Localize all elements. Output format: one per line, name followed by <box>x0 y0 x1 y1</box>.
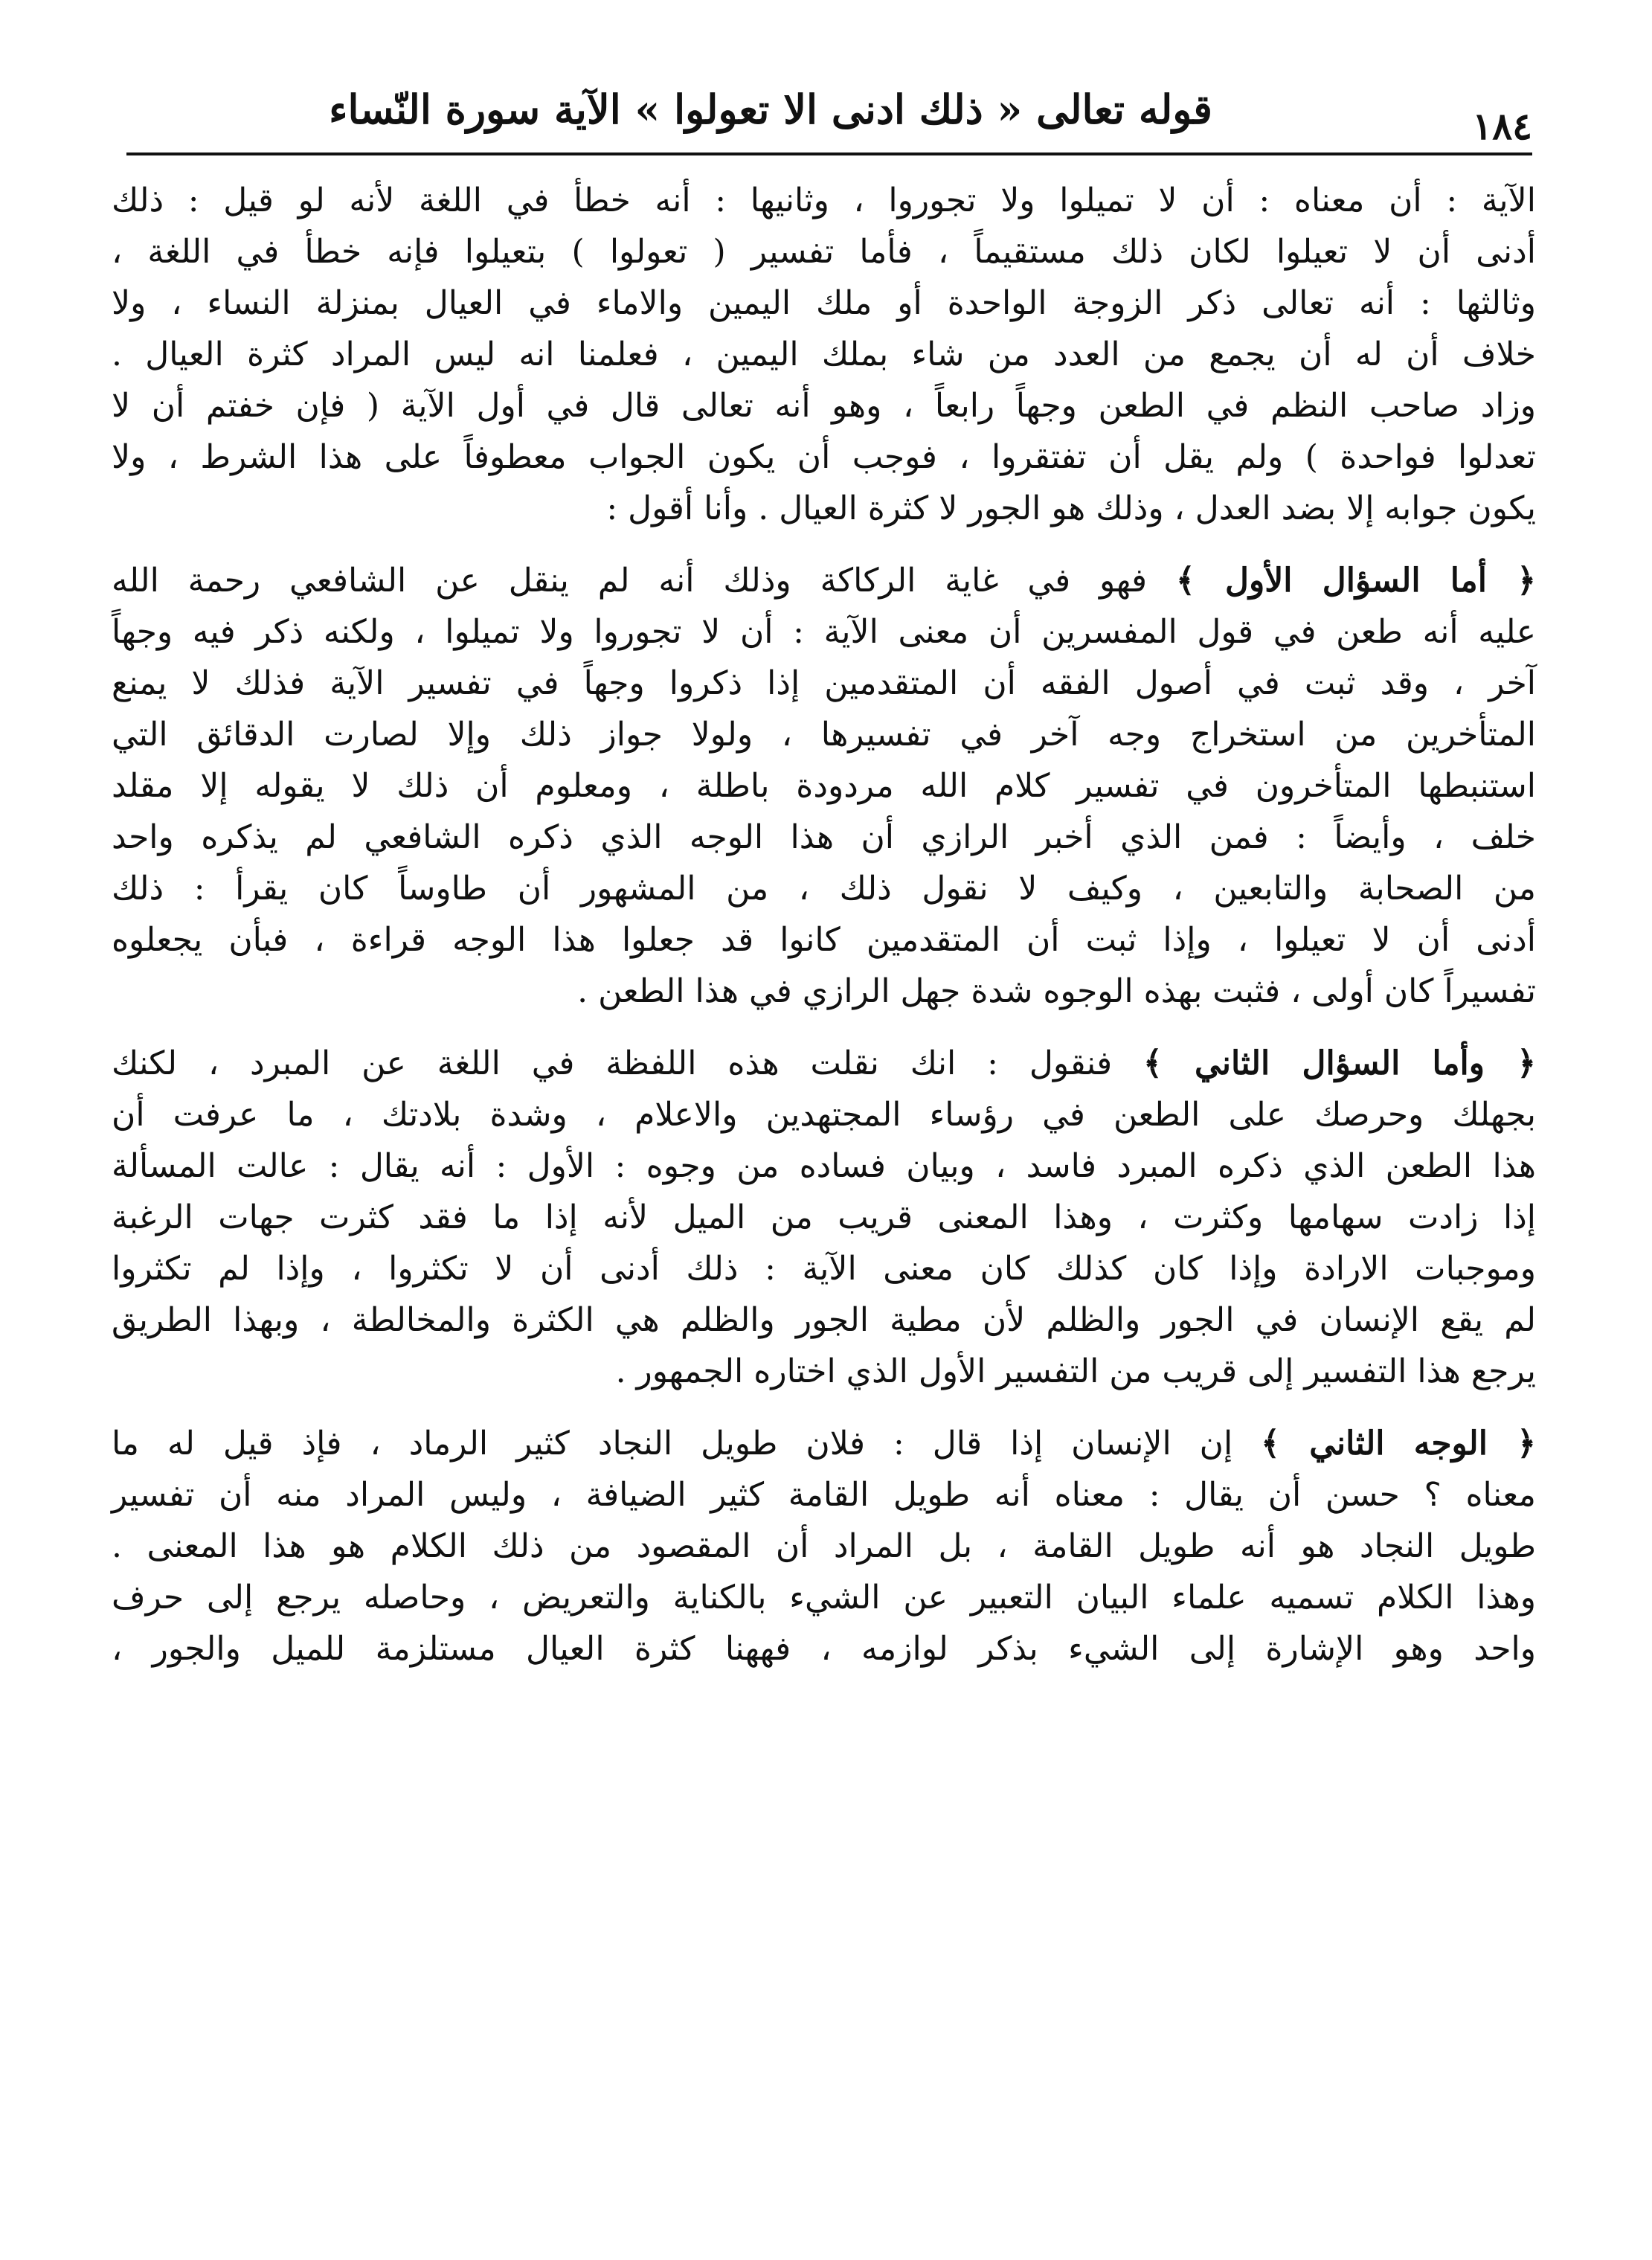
paragraph-4 <box>112 1418 1536 1675</box>
text-line: خلف ، وأيضاً : فمن الذي أخبر الرازي أن هذا الوجه الذي ذكره الشافعي لم يذكره واحد <box>112 818 1536 856</box>
text-line: لم يقع الإنسان في الجور والظلم لأن مطية الجور والظلم هي الكثرة والمخالطة ، وبهذا الطريق <box>112 1301 1536 1339</box>
running-title: قوله تعالى « ذلك ادنى الا تعولوا » الآية سورة النّساء <box>329 86 1212 133</box>
text-line: تفسيراً كان أولى ، فثبت بهذه الوجوه شدة جهل الرازي في هذا الطعن . <box>577 972 1536 1010</box>
text-line: واحد وهو الإشارة إلى الشيء بذكر لوازمه ، فههنا كثرة العيال مستلزمة للميل والجور ، <box>112 1630 1536 1668</box>
text-line: وهذا الكلام تسميه علماء البيان التعبير عن الشيء بالكناية والتعريض ، وحاصله يرجع إلى حرف <box>112 1579 1536 1617</box>
text-line: الآية : أن معناه : أن لا تميلوا ولا تجوروا ، وثانيها : أنه خطأ في اللغة لأنه لو قيل : ذلك <box>112 182 1536 219</box>
text-line: طويل النجاد هو أنه طويل القامة ، بل المراد أن المقصود من ذلك الكلام هو هذا المعنى . <box>112 1527 1536 1565</box>
text-line: تعدلوا فواحدة ) ولم يقل أن تفتقروا ، فوجب أن يكون الجواب معطوفاً على هذا الشرط ، ولا <box>112 438 1536 476</box>
section-heading: ﴿ الوجه الثاني ﴾ <box>1261 1425 1536 1463</box>
text-line <box>112 1418 1536 1469</box>
header-divider <box>126 153 1532 155</box>
text-line: خلاف أن له أن يجمع من العدد من شاء بملك اليمين ، فعلمنا انه ليس المراد كثرة العيال . <box>112 336 1536 373</box>
text-line: المتأخرين من استخراج وجه آخر في تفسيرها ، ولولا جواز ذلك وإلا لصارت الدقائق التي <box>112 716 1536 754</box>
text-line: من الصحابة والتابعين ، وكيف لا نقول ذلك ، من المشهور أن طاوساً كان يقرأ : ذلك <box>112 870 1536 908</box>
text-line: هذا الطعن الذي ذكره المبرد فاسد ، وبيان فساده من وجوه : الأول : أنه يقال : عالت المسألة <box>112 1147 1536 1185</box>
text-line-content: فنقول : انك نقلت هذه اللفظة في اللغة عن المبرد ، لكنك <box>112 1044 1113 1082</box>
text-line: معناه ؟ حسن أن يقال : معناه أنه طويل القامة كثير الضيافة ، وليس المراد منه أن تفسير <box>112 1476 1536 1514</box>
text-line: وثالثها : أنه تعالى ذكر الزوجة الواحدة أو ملك اليمين والاماء في العيال بمنزلة النساء ، ولا <box>112 284 1536 322</box>
text-line: آخر ، وقد ثبت في أصول الفقه أن المتقدمين إذا ذكروا وجهاً في تفسير الآية فذلك لا يمنع <box>112 664 1536 702</box>
page-header <box>126 71 1532 153</box>
text-line: وموجبات الارادة وإذا كان كذلك كان معنى الآية : ذلك أدنى أن لا تكثروا ، وإذا لم تكثروا <box>112 1250 1536 1288</box>
text-line: أدنى أن لا تعيلوا لكان ذلك مستقيماً ، فأما تفسير ( تعولوا ) بتعيلوا فإنه خطأ في اللغة ، <box>112 233 1536 271</box>
text-line <box>112 555 1536 606</box>
text-line: وزاد صاحب النظم في الطعن وجهاً رابعاً ، وهو أنه تعالى قال في أول الآية ( فإن خفتم أن لا <box>112 387 1536 425</box>
text-line: يكون جوابه إلا بضد العدل ، وذلك هو الجور لا كثرة العيال . وأنا أقول : <box>606 489 1536 527</box>
paragraph-1 <box>112 175 1536 534</box>
text-line-content: فهو في غاية الركاكة وذلك أنه لم ينقل عن الشافعي رحمة الله <box>112 562 1148 600</box>
text-line: أدنى أن لا تعيلوا ، وإذا ثبت أن المتقدمين كانوا قد جعلوا هذا الوجه قراءة ، فبأن يجعلوه <box>112 921 1536 959</box>
text-line: استنبطها المتأخرون في تفسير كلام الله مردودة باطلة ، ومعلوم أن ذلك لا يقوله إلا مقلد <box>112 767 1536 805</box>
section-heading: ﴿ وأما السؤال الثاني ﴾ <box>1143 1044 1536 1082</box>
text-line: بجهلك وحرصك على الطعن في رؤساء المجتهدين والاعلام ، وشدة بلادتك ، ما عرفت أن <box>112 1096 1536 1134</box>
text-line-content: إن الإنسان إذا قال : فلان طويل النجاد كثير الرماد ، فإذ قيل له ما <box>112 1425 1233 1463</box>
text-line: عليه أنه طعن في قول المفسرين أن معنى الآية : أن لا تجوروا ولا تميلوا ، ولكنه ذكر فيه وجهاً <box>112 613 1536 651</box>
section-heading: ﴿ أما السؤال الأول ﴾ <box>1175 562 1536 600</box>
text-line <box>112 1038 1536 1089</box>
paragraph-3 <box>112 1038 1536 1397</box>
page-number: ١٨٤ <box>1472 104 1532 148</box>
text-line: إذا زادت سهامها وكثرت ، وهذا المعنى قريب من الميل لأنه إذا ما فقد كثرت جهات الرغبة <box>112 1198 1536 1236</box>
paragraph-2 <box>112 555 1536 1017</box>
text-line: يرجع هذا التفسير إلى قريب من التفسير الأول الذي اختاره الجمهور . <box>615 1352 1536 1390</box>
page-body <box>112 175 1536 1695</box>
